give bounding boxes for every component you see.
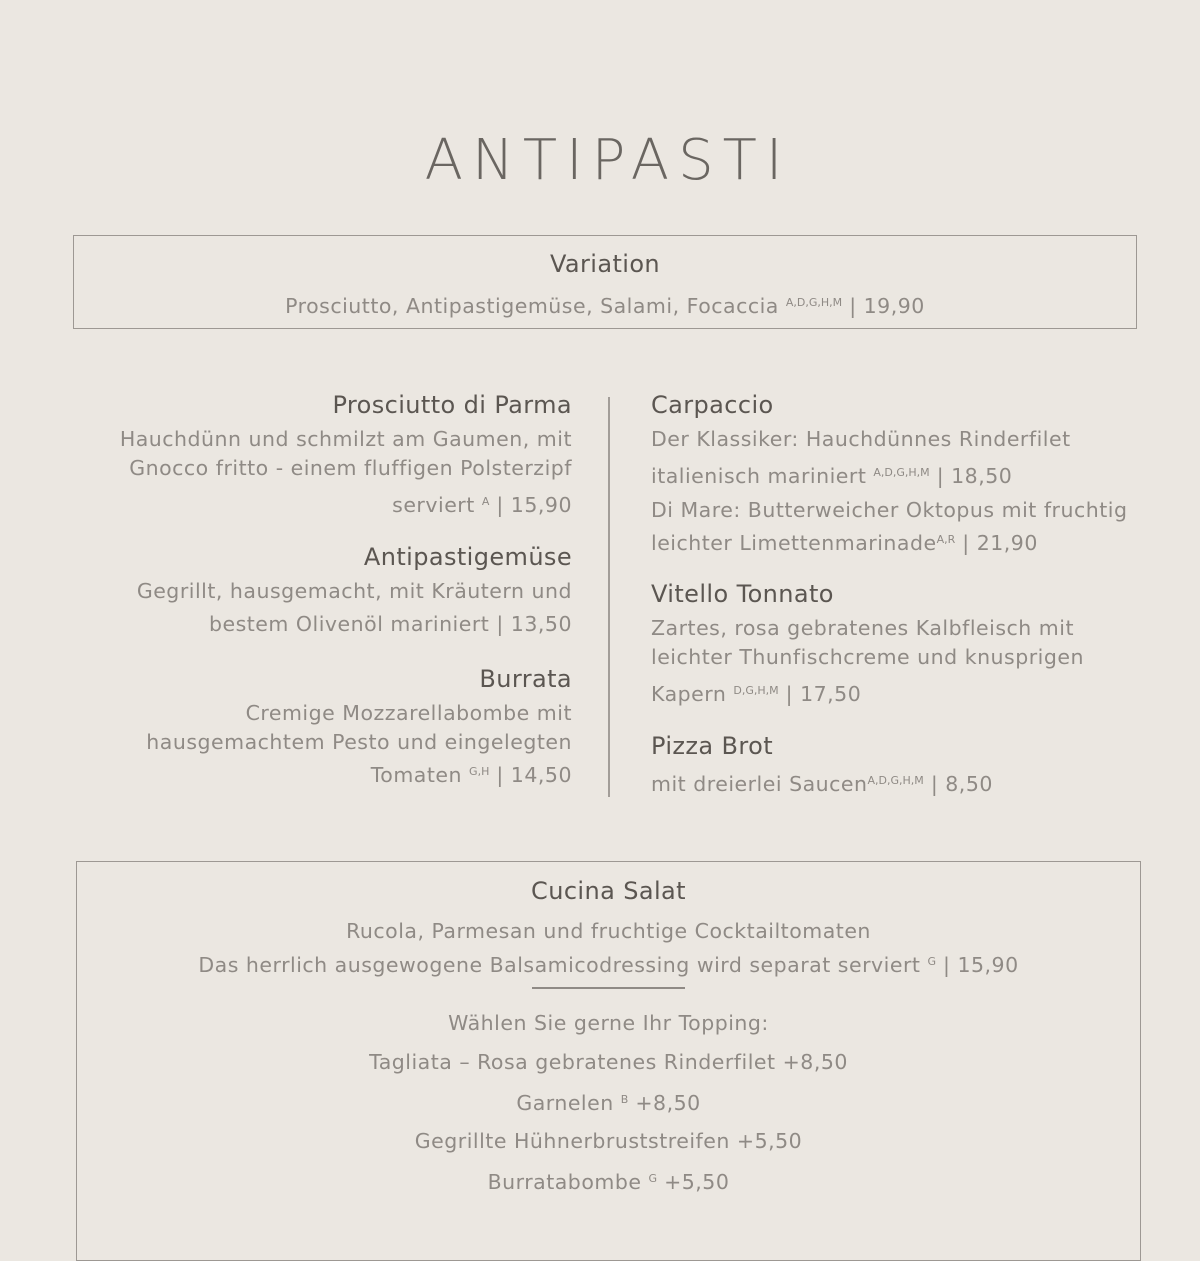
dish-description-line bbox=[80, 757, 572, 790]
variation-allergens: A,D,G,H,M bbox=[785, 296, 843, 309]
column-divider bbox=[608, 397, 610, 797]
dish-description-end: italienisch mariniert bbox=[651, 464, 867, 488]
dish-description-line bbox=[651, 676, 1171, 709]
dish-description-line bbox=[651, 766, 1171, 799]
dish-name: Prosciutto di Parma bbox=[332, 391, 572, 419]
dish-description-line: Hauchdünn und schmilzt am Gaumen, mit bbox=[119, 427, 572, 451]
salat-description bbox=[77, 917, 1140, 980]
dish-allergens: A,D,G,H,M bbox=[873, 466, 930, 479]
dish-price: | 14,50 bbox=[496, 763, 572, 787]
salat-box bbox=[76, 861, 1141, 1261]
topping-name: Burratabombe bbox=[487, 1170, 642, 1194]
menu-item-pizza-brot bbox=[651, 726, 1171, 799]
menu-item-carpaccio bbox=[651, 385, 1171, 558]
salat-price: | 15,90 bbox=[943, 952, 1019, 977]
dish-price: | 17,50 bbox=[785, 682, 862, 706]
dish-description-end: leichter Limettenmarinade bbox=[651, 531, 937, 555]
topping-name: Gegrillte Hühnerbruststreifen bbox=[414, 1129, 730, 1153]
topping-allergens: B bbox=[620, 1093, 629, 1106]
dish-price: | 13,50 bbox=[496, 612, 572, 636]
dish-description-line: Zartes, rosa gebratenes Kalbfleisch mit bbox=[651, 616, 1074, 640]
variation-description: Prosciutto, Antipastigemüse, Salami, Focaccia bbox=[285, 294, 779, 318]
topping-price: +8,50 bbox=[635, 1091, 701, 1115]
topping-list bbox=[77, 1043, 1140, 1201]
variation-price: | 19,90 bbox=[849, 294, 925, 318]
dish-description-line: Der Klassiker: Hauchdünnes Rinderfilet bbox=[651, 427, 1071, 451]
dish-name: Antipastigemüse bbox=[363, 543, 572, 571]
dish-description-end: serviert bbox=[392, 493, 475, 517]
dish-description-line: hausgemachtem Pesto und eingelegten bbox=[146, 730, 572, 754]
salat-description-line bbox=[77, 947, 1140, 981]
topping-name: Tagliata – Rosa gebratenes Rinderfilet bbox=[369, 1050, 776, 1074]
dish-allergens: D,G,H,M bbox=[733, 684, 779, 697]
dish-description-line bbox=[80, 487, 572, 520]
dish-description-line bbox=[80, 610, 572, 639]
topping-item bbox=[77, 1043, 1140, 1081]
dish-name: Pizza Brot bbox=[651, 732, 774, 760]
topping-intro: Wählen Sie gerne Ihr Topping: bbox=[448, 1011, 769, 1035]
salat-name: Cucina Salat bbox=[531, 877, 686, 905]
dish-name: Vitello Tonnato bbox=[651, 580, 834, 608]
dish-price: | 8,50 bbox=[930, 772, 993, 796]
dish-description-line: Di Mare: Butterweicher Oktopus mit fruchtig bbox=[651, 498, 1128, 522]
topping-price: +5,50 bbox=[664, 1170, 730, 1194]
topping-name: Garnelen bbox=[516, 1091, 614, 1115]
dish-allergens: A,D,G,H,M bbox=[867, 774, 924, 787]
dish-price: | 15,90 bbox=[496, 493, 572, 517]
topping-price: +5,50 bbox=[736, 1129, 803, 1153]
salat-allergens: G bbox=[927, 954, 936, 968]
dish-description-line: Gegrillt, hausgemacht, mit Kräutern und bbox=[136, 579, 572, 603]
salat-description-line: Rucola, Parmesan und fruchtige Cocktailtomaten bbox=[346, 919, 871, 943]
topping-item bbox=[77, 1122, 1140, 1160]
dish-description-line bbox=[651, 458, 1171, 491]
dish-allergens: A,R bbox=[936, 533, 956, 546]
dish-description-end: mit dreierlei Saucen bbox=[651, 772, 868, 796]
salat-description-end: Das herrlich ausgewogene Balsamicodressing wird separat serviert bbox=[198, 952, 921, 977]
dish-description-line bbox=[651, 525, 1171, 558]
salat-divider bbox=[532, 987, 685, 989]
dish-description-line: Cremige Mozzarellabombe mit bbox=[245, 701, 572, 725]
menu-item-burrata bbox=[80, 659, 572, 790]
topping-allergens: G bbox=[648, 1172, 658, 1185]
dish-description-line: Gnocco fritto - einem fluffigen Polsterzipf bbox=[129, 456, 572, 480]
variation-box bbox=[73, 235, 1137, 329]
dish-description-end: bestem Olivenöl mariniert bbox=[208, 612, 490, 636]
dish-allergens: A bbox=[481, 495, 490, 508]
page-title: ANTIPASTI bbox=[424, 128, 792, 193]
dish-name: Carpaccio bbox=[651, 391, 774, 419]
topping-item bbox=[77, 1081, 1140, 1122]
menu-item-vitello-tonnato bbox=[651, 574, 1171, 709]
dish-description-end: Tomaten bbox=[370, 763, 463, 787]
dish-price: | 18,50 bbox=[936, 464, 1013, 488]
dish-name: Burrata bbox=[479, 665, 572, 693]
dish-description-line: leichter Thunfischcreme und knusprigen bbox=[651, 645, 1084, 669]
dish-description-end: Kapern bbox=[651, 682, 727, 706]
dish-allergens: G,H bbox=[469, 765, 490, 778]
menu-item-prosciutto bbox=[80, 385, 572, 520]
dish-price: | 21,90 bbox=[962, 531, 1038, 555]
variation-name: Variation bbox=[549, 250, 661, 278]
topping-item bbox=[77, 1160, 1140, 1201]
variation-description-line bbox=[74, 289, 1136, 320]
topping-price: +8,50 bbox=[782, 1050, 848, 1074]
menu-item-antipastigemuese bbox=[80, 537, 572, 639]
